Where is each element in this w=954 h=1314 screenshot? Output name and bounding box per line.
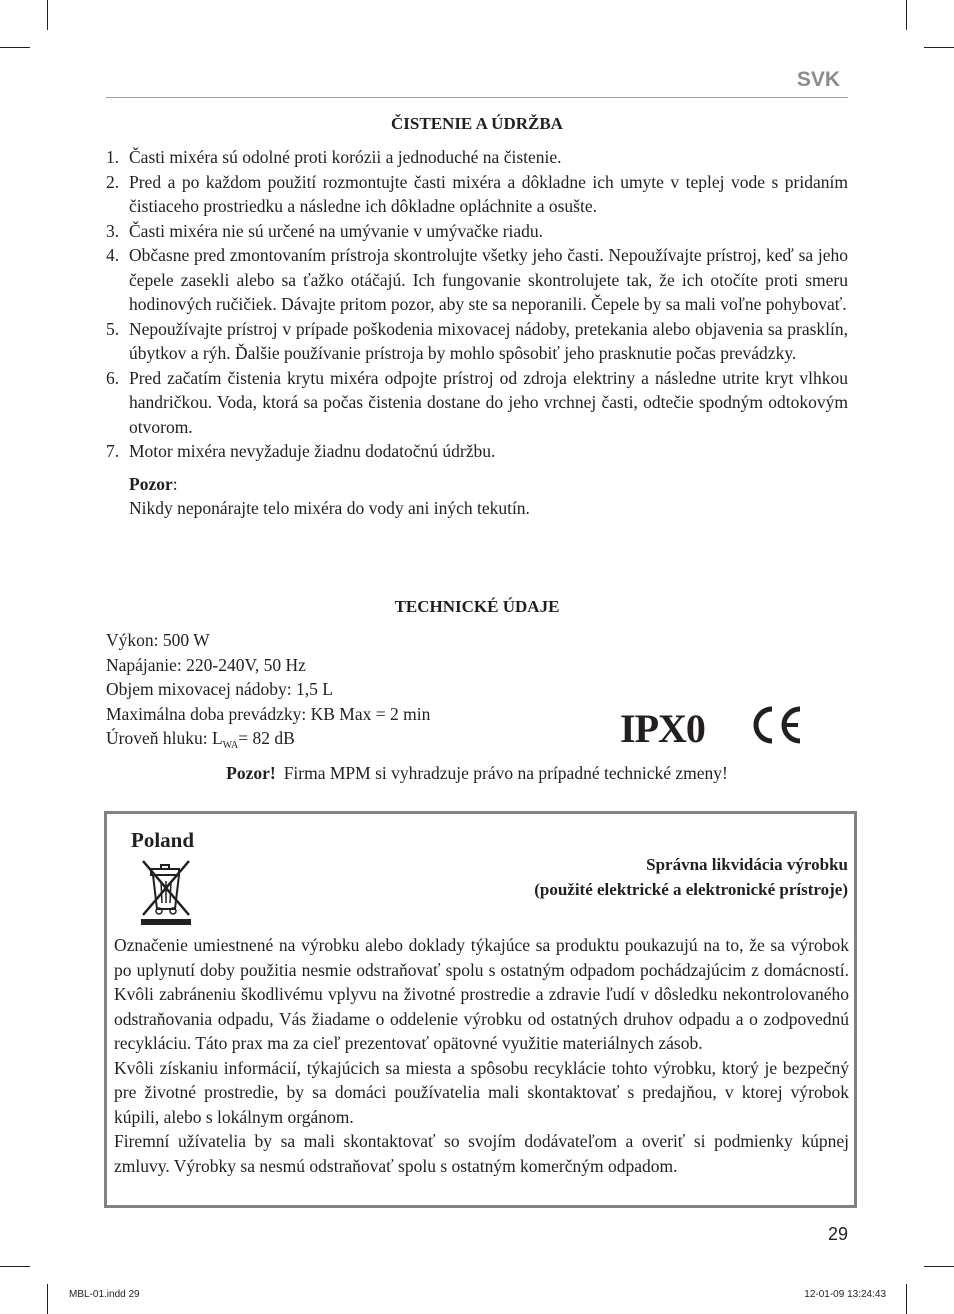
language-tag: SVK [796, 68, 840, 91]
timestamp-slug: 12-01-09 13:24:43 [804, 1289, 886, 1300]
spec-power: Výkon: 500 W [106, 630, 210, 650]
crop-mark [924, 1266, 954, 1267]
list-item: 6. Pred začatím čistenia krytu mixéra odpojte prístroj od zdroja elektriny a následne utrite kryt vlhkou handričkou. Voda, ktorá sa počas čistenia dostane do jeho vrchnej časti, odtečie spodným odtokovým otvorom. [106, 367, 848, 437]
caution-text: Nikdy neponárajte telo mixéra do vody ani iných tekutín. [129, 498, 530, 518]
spec-volume: Objem mixovacej nádoby: 1,5 L [106, 679, 333, 699]
disposal-paragraph: Označenie umiestnené na výrobku alebo doklady týkajúce sa produktu poukazujú na to, že sa výrobok po uplynutí doby použitia nesmie odstraňovať spolu s ostatným odpadom pochádzajúcim z domácností. Kvôli zabráneniu škodlivému vplyvu na životné prostredie a zdravie ľudí v dôsledku nekontrolovaného odstraňovania odpadu, Vás žiadame o oddelenie výrobku od ostatných druhov odpadu a o zodpovednú recykláciu. Táto prax ma za cieľ prezentovať opätovné využitie materiálnych zásob. [114, 935, 849, 1053]
disposal-paragraph: Firemní užívatelia by sa mali skontaktovať so svojím dodávateľom a overiť si podmienky kúpnej zmluvy. Výrobky sa nesmú odstraňovať spolu s ostatným komerčným odpadom. [114, 1131, 849, 1176]
crop-mark [0, 1266, 30, 1267]
caution-note: Pozor: Nikdy neponárajte telo mixéra do vody ani iných tekutín. [106, 472, 848, 521]
technical-specs [106, 628, 430, 759]
crop-mark [0, 47, 30, 48]
list-item: 4. Občasne pred zmontovaním prístroja skontrolujte všetky jeho časti. Nepoužívajte prístroj, keď sa jeho čepele zasekli alebo sa ťažko otáčajú. Ich fungovanie skontrolujete tak, že ich otočíte proti smeru hodinových ručičiek. Dávajte pritom pozor, aby ste sa neporanili. Čepele by sa mali voľne pohybovať. [106, 245, 848, 314]
ipx-rating: IPX0 [620, 706, 705, 751]
crop-mark [906, 1284, 907, 1314]
spec-max-time: Maximálna doba prevádzky: KB Max = 2 min [106, 703, 431, 724]
country-label: Poland [131, 828, 195, 852]
list-item: 1. Časti mixéra sú odolné proti korózii a jednoduché na čistenie. [106, 147, 562, 167]
technical-title: TECHNICKÉ ÚDAJE [394, 597, 560, 616]
crop-mark [47, 1284, 48, 1314]
cleaning-list [106, 145, 848, 464]
list-item: 2. Pred a po každom použití rozmontujte časti mixéra a dôkladne ich umyte v teplej vode s pridaním čistiaceho prostriedku a následne ich dôkladne opláchnite a osušte. [106, 171, 848, 216]
disposal-text [114, 933, 849, 1178]
caution-label: Pozor [129, 473, 173, 494]
disposal-paragraph: Kvôli získaniu informácií, týkajúcich sa miesta a spôsobu recyklácie tohto výrobku, ktorý je bezpečný pre životné prostredie, by sa domáci používatelia mali skontaktovať s predajňou, v ktorej výrobok kúpili, alebo s lokálnym orgánom. [114, 1057, 849, 1127]
spec-supply: Napájanie: 220-240V, 50 Hz [106, 654, 306, 675]
list-item: 7. Motor mixéra nevyžaduje žiadnu dodatočnú údržbu. [106, 441, 496, 461]
crop-mark [906, 0, 907, 30]
header-rule [106, 97, 848, 98]
file-slug: MBL-01.indd 29 [69, 1289, 140, 1300]
technical-notice: Pozor! Firma MPM si vyhradzuje právo na prípadné technické zmeny! [226, 763, 728, 783]
ce-mark-icon [748, 704, 804, 746]
spec-noise: Úroveň hluku: $L_{WA}= 82$ dB [106, 728, 295, 751]
disposal-box [104, 811, 857, 1208]
page-number: 29 [827, 1224, 848, 1244]
cleaning-title: ČISTENIE A ÚDRŽBA [391, 114, 563, 133]
list-item: 5. Nepoužívajte prístroj v prípade poškodenia mixovacej nádoby, pretekania alebo objavenia sa prasklín, úbytkov a rýh. Ďalšie používanie prístroja by mohlo spôsobiť jeho prasknutie počas prevádzky. [106, 318, 848, 363]
list-item: 3. Časti mixéra nie sú určené na umývanie v umývačke riadu. [106, 220, 544, 241]
crop-mark [924, 47, 954, 48]
disposal-title: Správna likvidácia výrobku (použité elektrické a elektronické prístroje) [534, 855, 848, 899]
crop-mark [47, 0, 48, 30]
cleaning-section [106, 145, 848, 521]
crossed-bin-icon [137, 857, 195, 927]
